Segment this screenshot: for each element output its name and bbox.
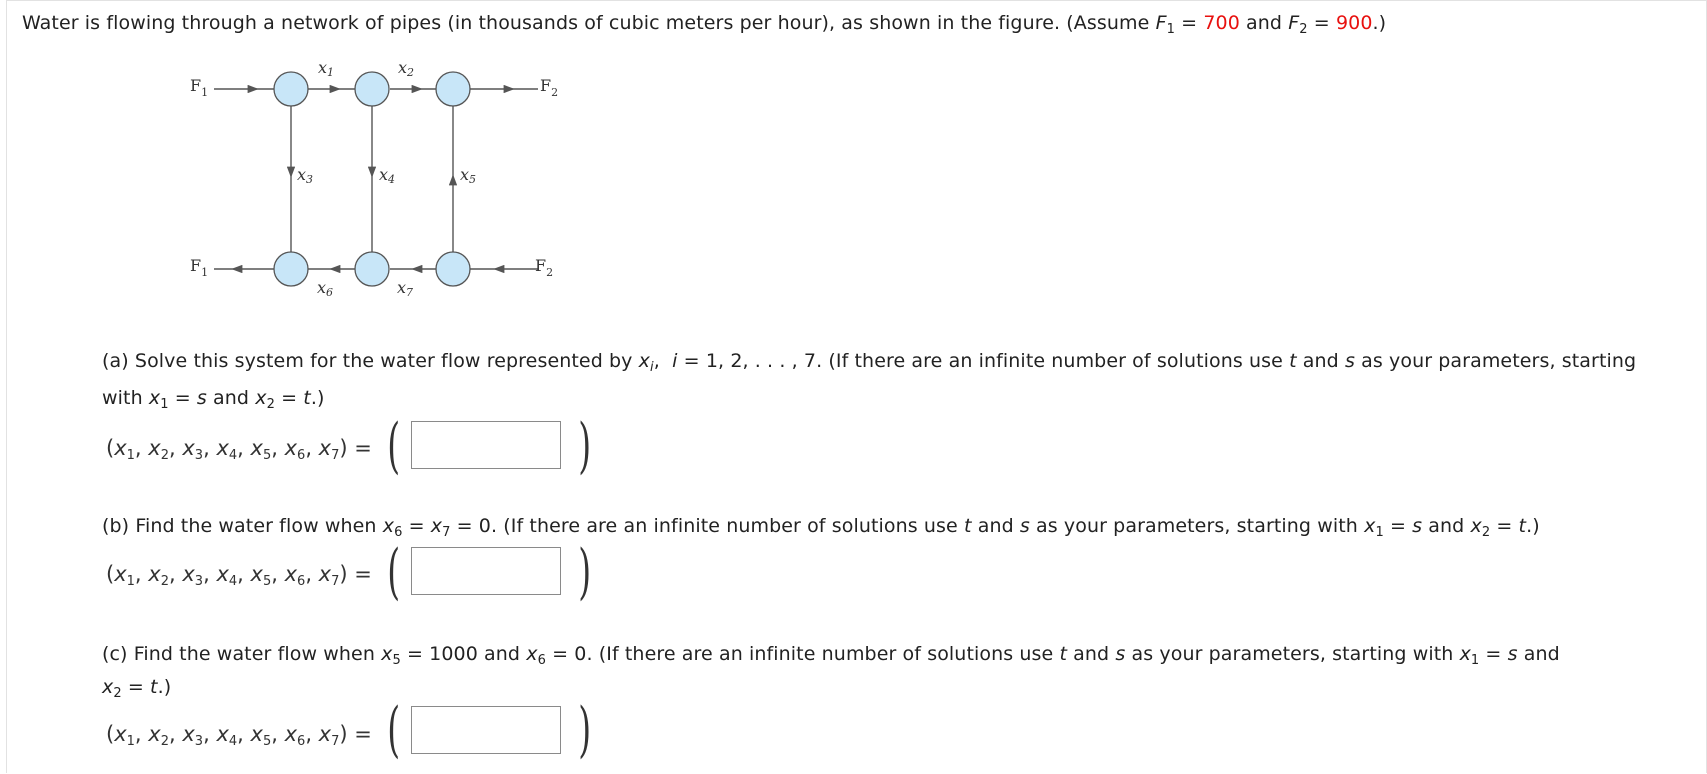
f1-value: 700 (1203, 12, 1240, 34)
label-f2-top: $F_2$ (540, 76, 559, 99)
part-b-question: (b) Find the water flow when $x_6 = x_7 = 0$. (If there are an infinite number of solutions use t and s as your parameters, starting with $x_1 = s$ and $x_2 = t$.) (102, 515, 1540, 540)
label-x1: x1 (318, 58, 335, 79)
open-paren-b: ( (387, 537, 401, 607)
part-c-question: (c) Find the water flow when $x_5 = 1000$ and $x_6 = 0$. (If there are an infinite number of solutions use t and s as your parameters, starting with $x_1 = s$ and (102, 643, 1560, 668)
label-f1-top: $F_1$ (190, 76, 209, 99)
f2-value: 900 (1335, 12, 1373, 34)
answer-input-c[interactable] (411, 706, 561, 754)
label-x5: x5 (460, 165, 477, 186)
label-f1-bottom: $F_1$ (190, 256, 209, 279)
close-paren-a: ) (578, 411, 592, 481)
junction-node (355, 72, 389, 106)
junction-node (436, 252, 470, 286)
label-f2-bottom: $F_2$ (535, 256, 554, 279)
junction-node (274, 72, 308, 106)
answer-input-a[interactable] (411, 421, 561, 469)
tuple-label-b: ($x_1$, $x_2$, $x_3$, $x_4$, $x_5$, $x_6$, $x_7$) = (106, 562, 372, 589)
close-paren-b: ) (578, 537, 592, 607)
tuple-label-c: ($x_1$, $x_2$, $x_3$, $x_4$, $x_5$, $x_6$, $x_7$) = (106, 722, 372, 749)
part-a-question: (a) Solve this system for the water flow represented by $x_i$, i = 1, 2, . . . , 7. (If there are an infinite number of solutions use t and s as your parameters, starting (102, 350, 1637, 375)
answer-input-b[interactable] (411, 547, 561, 595)
open-paren-a: ( (387, 411, 401, 481)
junction-node (436, 72, 470, 106)
pipe-network-figure (180, 50, 600, 310)
intro-text: Water is flowing through a network of pipes (in thousands of cubic meters per hour), as shown in the figure. (Assume $F_1 = 700$ and $F_2 = 900$.) (22, 12, 1387, 37)
tuple-label-a: ($x_1$, $x_2$, $x_3$, $x_4$, $x_5$, $x_6$, $x_7$) = (106, 436, 372, 463)
label-x4: x4 (379, 165, 396, 186)
label-x7: x7 (397, 278, 414, 299)
junction-node (355, 252, 389, 286)
close-paren-c: ) (578, 695, 592, 765)
label-x2: x2 (398, 58, 415, 79)
part-a-question-line2: with $x_1 = s$ and $x_2 = t$.) (102, 387, 325, 412)
label-x3: x3 (297, 165, 314, 186)
junction-node (274, 252, 308, 286)
open-paren-c: ( (387, 695, 401, 765)
label-x6: x6 (317, 278, 334, 299)
part-c-question-line2: $x_2 = t$.) (102, 676, 172, 701)
